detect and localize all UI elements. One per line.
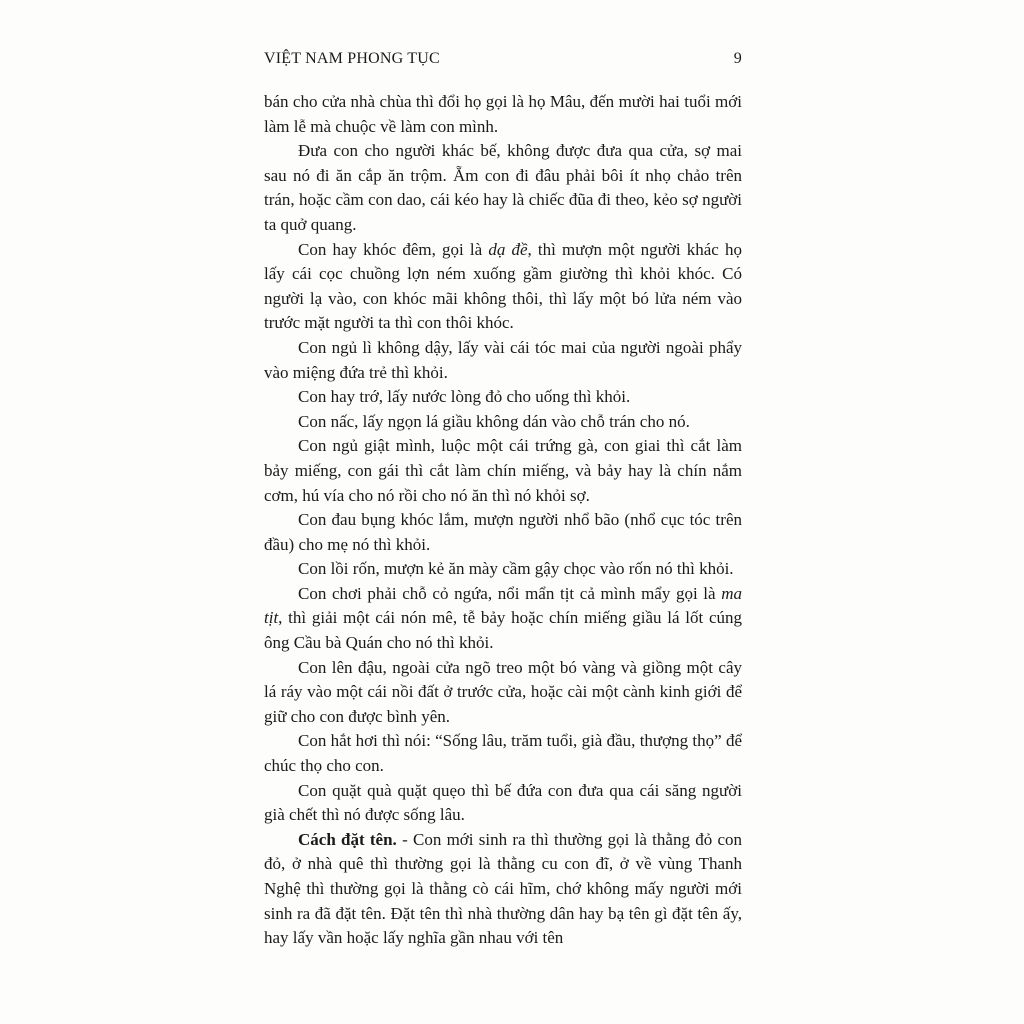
italic-term: ma tịt <box>264 583 742 628</box>
paragraph: Con ngủ lì không dậy, lấy vài cái tóc mai của người ngoài phẩy vào miệng đứa trẻ thì khỏi. <box>264 337 742 382</box>
section-heading: Cách đặt tên. <box>298 829 397 849</box>
paragraph: Con nấc, lấy ngọn lá giầu không dán vào chỗ trán cho nó. <box>298 411 690 431</box>
paragraph: Con ngủ giật mình, luộc một cái trứng gà, con giai thì cắt làm bảy miếng, con gái thì cắt làm chín miếng, và bảy hay là chín nắm cơm, hú vía cho nó rồi cho nó ăn thì nó khỏi sợ. <box>264 436 742 505</box>
paragraph: Con hắt hơi thì nói: “Sống lâu, trăm tuổi, già đầu, thượng thọ” để chúc thọ cho con. <box>264 731 742 776</box>
paragraph: Đưa con cho người khác bế, không được đưa qua cửa, sợ mai sau nó đi ăn cắp ăn trộm. Ẵm con đi đâu phải bôi ít nhọ chảo trên trán, hoặc cầm con dao, cái kéo hay là chiếc đũa đi theo, kẻo sợ người ta quở quang. <box>264 141 742 234</box>
paragraph: Con lồi rốn, mượn kẻ ăn mày cầm gậy chọc vào rốn nó thì khỏi. <box>298 559 734 579</box>
paragraph: Con quặt quà quặt quẹo thì bế đứa con đưa qua cái săng người già chết thì nó được sống lâu. <box>264 780 742 825</box>
body-text <box>264 90 742 951</box>
italic-term: dạ đề <box>488 239 528 259</box>
paragraph: Con chơi phải chỗ cỏ ngứa, nổi mẩn tịt cả mình mẩy gọi là ma tịt, thì giải một cái nón mê, tễ bảy hoặc chín miếng giầu lá lốt cúng ông Cầu bà Quán cho nó thì khỏi. <box>264 583 742 653</box>
paragraph: Con hay trớ, lấy nước lòng đỏ cho uống thì khỏi. <box>298 387 631 407</box>
paragraph: bán cho cửa nhà chùa thì đổi họ gọi là họ Mâu, đến mười hai tuổi mới làm lễ mà chuộc về làm con mình. <box>264 92 742 136</box>
page-header <box>264 50 742 74</box>
running-title: VIỆT NAM PHONG TỤC <box>264 50 440 67</box>
paragraph: Con hay khóc đêm, gọi là dạ đề, thì mượn một người khác họ lấy cái cọc chuồng lợn ném xuống gầm giường thì khỏi khóc. Có người lạ vào, con khóc mãi không thôi, thì lấy một bó lửa ném vào trước mặt người ta thì con thôi khóc. <box>264 239 742 333</box>
paragraph: Con đau bụng khóc lắm, mượn người nhổ bão (nhổ cục tóc trên đầu) cho mẹ nó thì khỏi. <box>264 510 742 554</box>
paragraph: Con lên đậu, ngoài cửa ngõ treo một bó vàng và giồng một cây lá ráy vào một cái nồi đất ở trước cửa, hoặc cài một cành kinh giới để giữ cho con được bình yên. <box>264 657 742 726</box>
page-number: 9 <box>733 50 742 67</box>
paragraph: Cách đặt tên. - Con mới sinh ra thì thường gọi là thằng đỏ con đỏ, ở nhà quê thì thường gọi là thằng cu con đĩ, ở về vùng Thanh Nghệ thì thường gọi là thằng cò cái hĩm, chớ không mấy người mới sinh ra đã đặt tên. Đặt tên thì nhà thường dân hay bạ tên gì đặt tên ấy, hay lấy vần hoặc lấy nghĩa gần nhau với tên <box>264 829 742 948</box>
